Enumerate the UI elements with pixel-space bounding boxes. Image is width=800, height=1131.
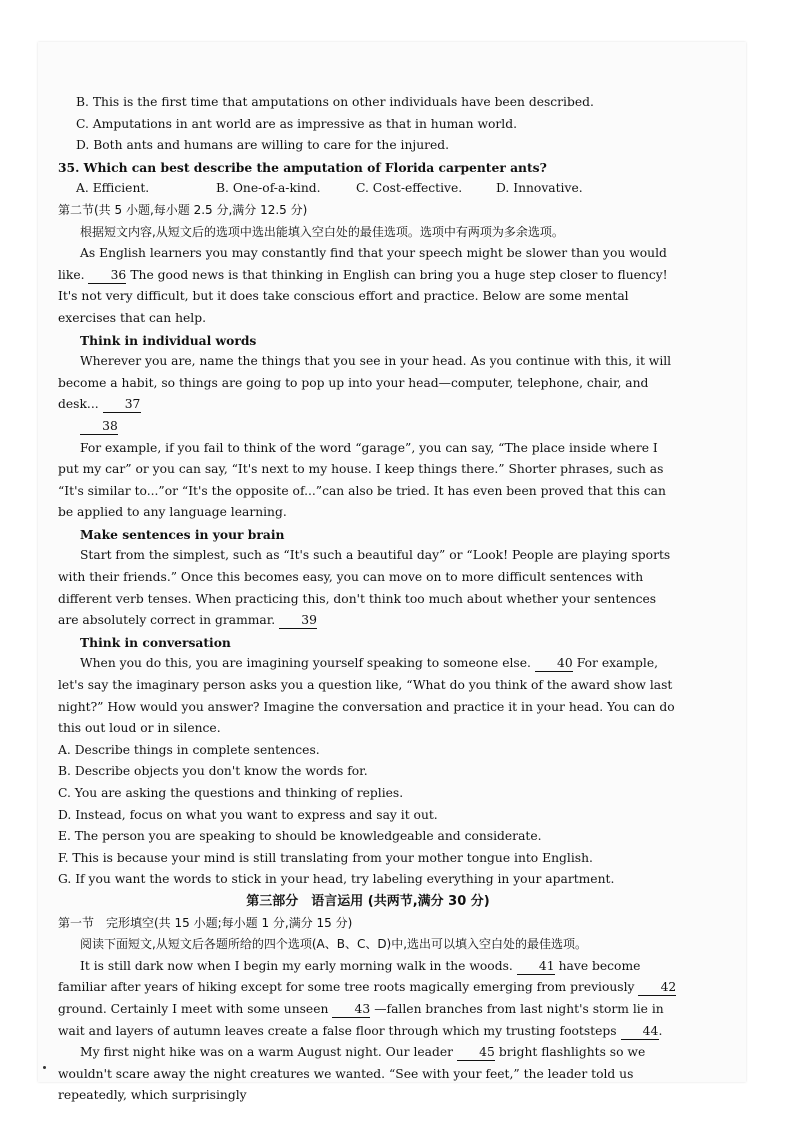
option-f: F. This is because your mind is still translating from your mother tongue into English. bbox=[58, 850, 593, 865]
blank-43: 43 bbox=[332, 1002, 370, 1018]
q35-option-c: C. Cost-effective. bbox=[356, 181, 463, 196]
q35-option-b: B. One-of-a-kind. bbox=[216, 181, 321, 196]
option-g: G. If you want the words to stick in your head, try labeling everything in your apartment. bbox=[58, 872, 615, 887]
q34-option-b: B. This is the first time that amputations on other individuals have been described. bbox=[76, 95, 594, 109]
cloze-paragraph: My first night hike was on a warm August night. Our leader 45 bright flashlights so we wouldn't scare away the night creatures we wanted. “See with your feet,” the leader told us repeatedly, which surprisingly bbox=[58, 1045, 646, 1103]
subheading-make-sentences: Make sentences in your brain bbox=[80, 526, 285, 542]
q34-option-c: C. Amputations in ant world are as impressive as that in human world. bbox=[76, 116, 517, 131]
option-a: A. Describe things in complete sentences. bbox=[58, 742, 320, 757]
blank-41: 41 bbox=[517, 959, 555, 975]
blank-36: 36 bbox=[88, 268, 126, 284]
blank-37: 37 bbox=[103, 397, 141, 413]
q35-options bbox=[58, 178, 678, 200]
blank-38: 38 bbox=[80, 419, 118, 435]
q35-stem: 35. Which can best describe the amputation of Florida carpenter ants? bbox=[58, 159, 547, 175]
part3-instruction: 阅读下面短文,从短文后各题所给的四个选项(A、B、C、D)中,选出可以填入空白处的最佳选项。 bbox=[80, 937, 588, 952]
passage-paragraph: As English learners you may constantly find that your speech might be slower than you would like. 36 The good news is that thinking in English can bring you a huge step closer to fluency! It's not very difficult, but it does take conscious effort and practice. Below are some mental exercises that can help. bbox=[58, 246, 668, 325]
passage-paragraph: For example, if you fail to think of the word “garage”, you can say, “The place inside where I put my car” or you can say, “It's next to my house. I keep things there.” Shorter phrases, such as “It's similar to...”or “It's the opposite of...”can also be tried. It has even been proved that this can be applied to any language learning. bbox=[58, 440, 666, 520]
q34-option-d: D. Both ants and humans are willing to care for the injured. bbox=[76, 138, 450, 153]
part3-section1-heading: 第一节 完形填空(共 15 小题;每小题 1 分,满分 15 分) bbox=[58, 915, 353, 930]
option-d: D. Instead, focus on what you want to express and say it out. bbox=[58, 807, 438, 822]
option-e: E. The person you are speaking to should be knowledgeable and considerate. bbox=[58, 829, 542, 844]
passage-paragraph bbox=[58, 416, 678, 438]
passage-paragraph: When you do this, you are imagining yourself speaking to someone else. 40 For example, let's say the imaginary person asks you a question like, “What do you think of the award show last night?” How would you answer? Imagine the conversation and practice it in your head. You can do this out loud or in silence. bbox=[58, 656, 675, 736]
blank-42: 42 bbox=[638, 980, 676, 996]
passage-paragraph: Wherever you are, name the things that you see in your head. As you continue with this, it will become a habit, so things are going to pop up into your head—computer, telephone, chair, and desk... 37 bbox=[58, 354, 672, 412]
passage-paragraph: Start from the simplest, such as “It's such a beautiful day” or “Look! People are playing sports with their friends.” Once this becomes easy, you can move on to more difficult sentences with different verb tenses. When practicing this, don't think too much about whether your sentences are absolutely correct in grammar. 39 bbox=[58, 548, 671, 628]
part3-title: 第三部分 语言运用 (共两节,满分 30 分) bbox=[246, 893, 490, 909]
option-c: C. You are asking the questions and thinking of replies. bbox=[58, 786, 404, 800]
section2-instruction: 根据短文内容,从短文后的选项中选出能填入空白处的最佳选项。选项中有两项为多余选项。 bbox=[80, 224, 564, 239]
exam-content bbox=[58, 92, 678, 1107]
q35-option-a: A. Efficient. bbox=[76, 181, 150, 196]
blank-39: 39 bbox=[279, 613, 317, 629]
subheading-individual-words: Think in individual words bbox=[80, 332, 257, 348]
option-b: B. Describe objects you don't know the words for. bbox=[58, 764, 368, 779]
subheading-conversation: Think in conversation bbox=[80, 634, 231, 650]
scan-speck bbox=[43, 1066, 46, 1069]
section2-heading: 第二节(共 5 小题,每小题 2.5 分,满分 12.5 分) bbox=[58, 202, 308, 217]
cloze-paragraph: It is still dark now when I begin my early morning walk in the woods. 41 have become familiar after years of hiking except for some tree roots magically emerging from previously 42 ground. Certainly I meet with some unseen 43 —fallen branches from last night's storm lie in wait and layers of autumn leaves create a false floor through which my trusting footsteps 44. bbox=[58, 958, 677, 1038]
blank-45: 45 bbox=[457, 1045, 495, 1061]
blank-44: 44 bbox=[621, 1024, 659, 1040]
blank-40: 40 bbox=[535, 656, 573, 672]
q35-option-d: D. Innovative. bbox=[496, 181, 583, 196]
